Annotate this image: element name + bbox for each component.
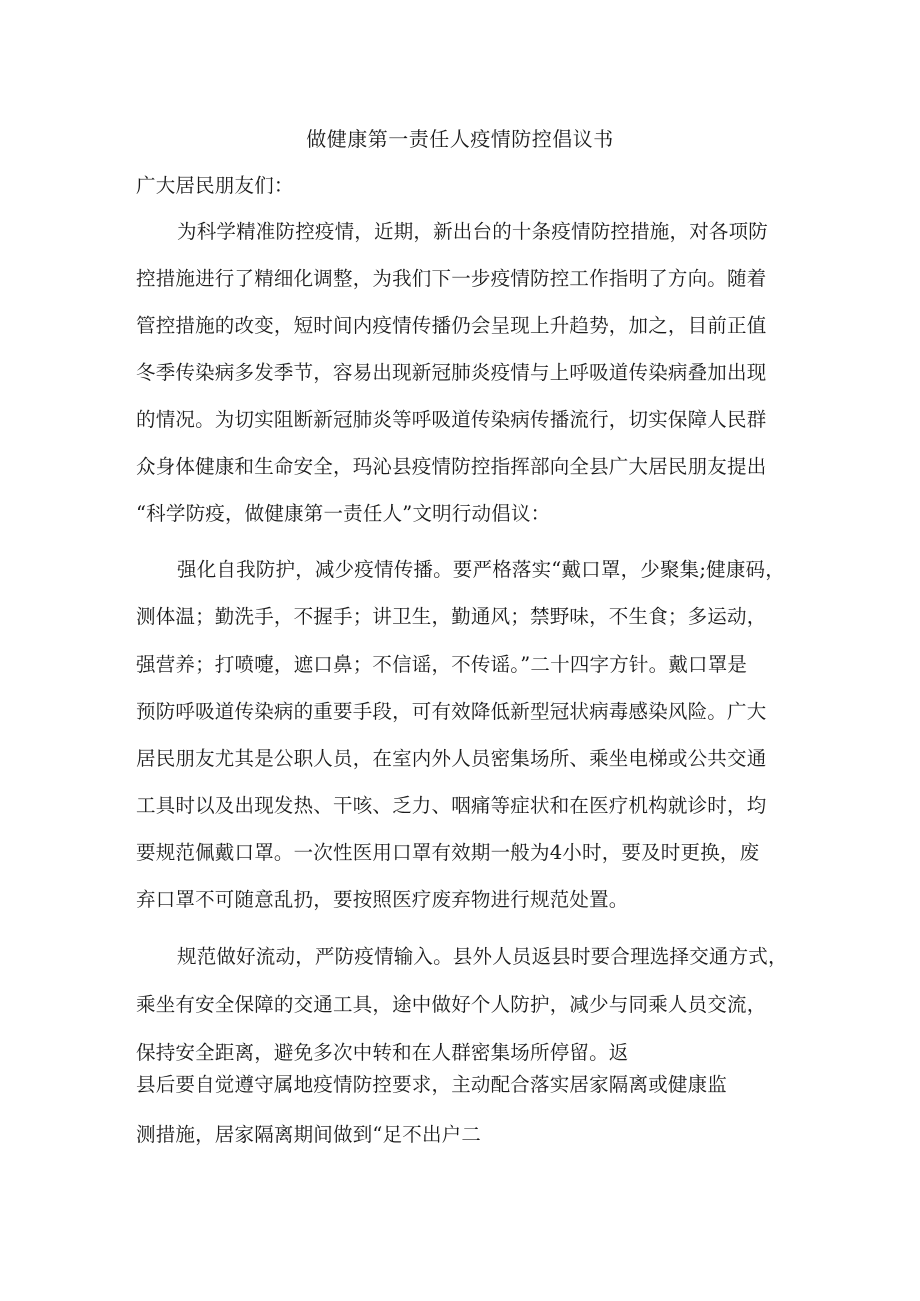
paragraph-2-line-5: 居民朋友尤其是公职人员，在室内外人员密集场所、乘坐电梯或公共交通 (136, 747, 767, 770)
paragraph-1-line-6: 众身体健康和生命安全，玛沁县疫情防控指挥部向全县广大居民朋友提出 (136, 455, 767, 478)
paragraph-1-line-7: “科学防疫，做健康第一责任人”文明行动倡议： (136, 502, 551, 525)
paragraph-3-line-2: 乘坐有安全保障的交通工具，途中做好个人防护，减少与同乘人员交流， (136, 993, 767, 1016)
paragraph-3-line-1: 规范做好流动，严防疫情输入。县外人员返县时要合理选择交通方式， (177, 945, 788, 968)
paragraph-3-line-3: 保持安全距离，避免多次中转和在人群密集场所停留。返 (136, 1041, 629, 1064)
paragraph-2-line-2: 测体温；勤洗手，不握手；讲卫生，勤通风；禁野味，不生食；多运动， (136, 605, 767, 628)
paragraph-2-line-3: 强营养；打喷嚏，遮口鼻；不信谣，不传谣。”二十四字方针。戴口罩是 (136, 653, 748, 676)
paragraph-2-line-1: 强化自我防护，减少疫情传播。要严格落实“戴口罩，少聚集;健康码， (177, 558, 785, 581)
document-title: 做健康第一责任人疫情防控倡议书 (306, 127, 614, 151)
paragraph-1-line-1: 为科学精准防控疫情，近期，新出台的十条疫情防控措施，对各项防 (177, 220, 769, 243)
paragraph-3-line-4: 县后要自觉遵守属地疫情防控要求，主动配合落实居家隔离或健康监 (136, 1073, 728, 1096)
paragraph-2-line-7: 要规范佩戴口罩。一次性医用口罩有效期一般为4小时，要及时更换，废 (136, 841, 760, 864)
paragraph-2-line-8: 弃口罩不可随意乱扔，要按照医疗废弃物进行规范处置。 (136, 888, 629, 911)
paragraph-1-line-3: 管控措施的改变，短时间内疫情传播仍会呈现上升趋势，加之，目前正值 (136, 314, 767, 337)
paragraph-1-line-5: 的情况。为切实阻断新冠肺炎等呼吸道传染病传播流行，切实保障人民群 (136, 408, 767, 431)
paragraph-2-line-6: 工具时以及出现发热、干咳、乏力、咽痛等症状和在医疗机构就诊时，均 (136, 794, 767, 817)
paragraph-1-line-2: 控措施进行了精细化调整，为我们下一步疫情防控工作指明了方向。随着 (136, 267, 767, 290)
paragraph-1-line-4: 冬季传染病多发季节，容易出现新冠肺炎疫情与上呼吸道传染病叠加出现 (136, 361, 767, 384)
paragraph-2-line-4: 预防呼吸道传染病的重要手段，可有效降低新型冠状病毒感染风险。广大 (136, 700, 767, 723)
paragraph-3-line-5: 测措施，居家隔离期间做到“足不出户二 (136, 1123, 482, 1146)
salutation: 广大居民朋友们： (136, 174, 294, 197)
